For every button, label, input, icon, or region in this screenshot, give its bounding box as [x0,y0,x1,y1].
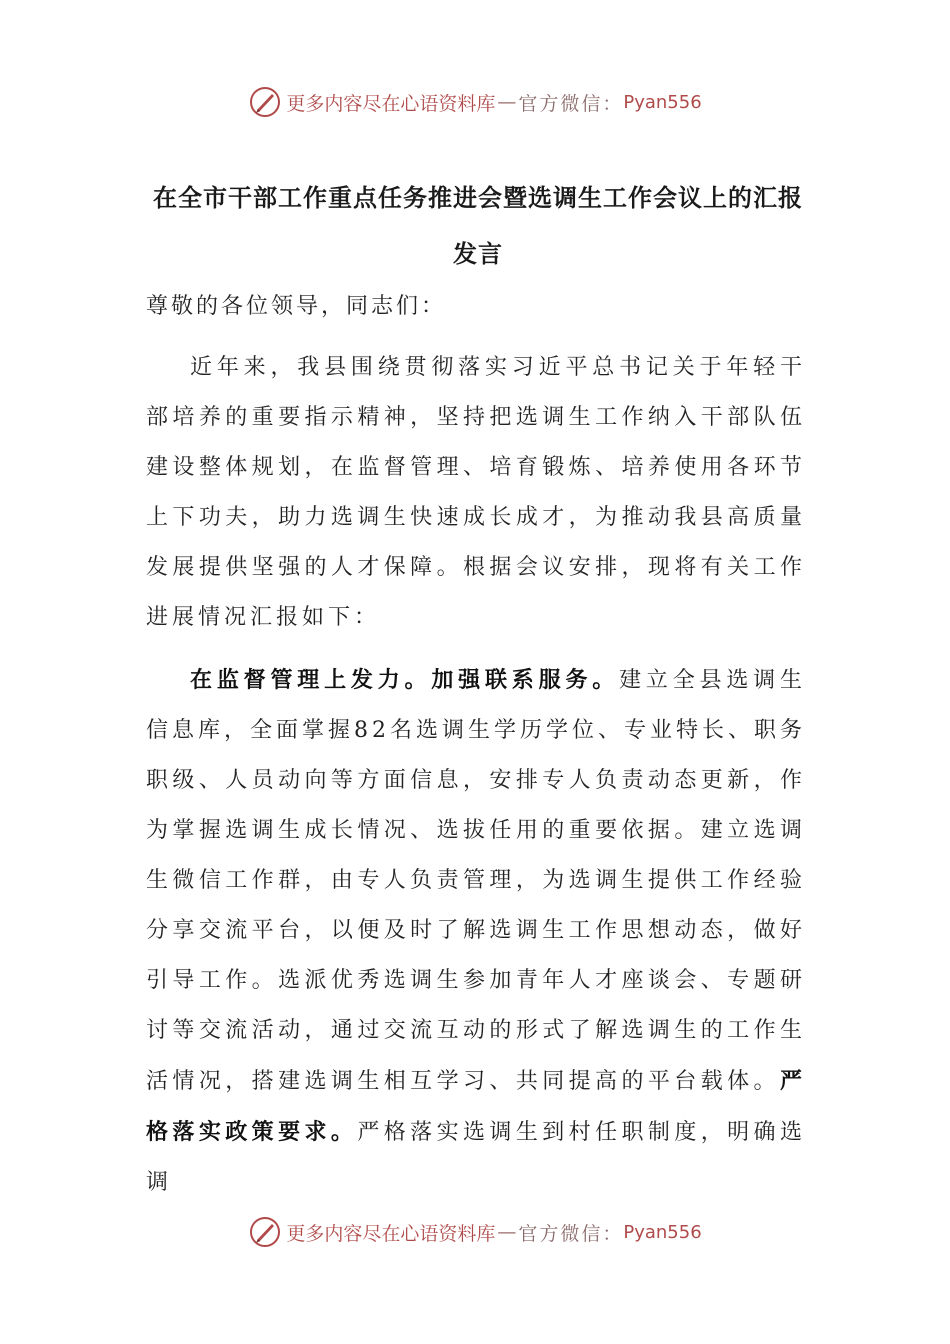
footer-banner [0,1212,950,1252]
banner-label: 官方微信： [518,1222,624,1245]
banner-dash: — [497,91,517,113]
salutation: 尊敬的各位领导，同志们： [146,294,447,319]
section-text-2: 严格落实选调生到村任职制度，明确选调 [146,1120,806,1195]
subsection-heading-2: 严格落实政策要求。 [146,1068,806,1145]
subsection-heading: 加强联系服务。 [431,667,620,693]
banner-brand-text: 更多内容尽在心语资料库 [286,92,496,115]
banner-dash: — [497,1221,517,1243]
section-text: 建立全县选调生信息库，全面掌握82名选调生学历学位、专业特长、职务职级、人员动向等方面信息，安排专人负责动态更新，作为掌握选调生成长情况、选拔任用的重要依据。建立选调生微信工作群，由专人负责管理，为选调生提供工作经验分享交流平台，以便及时了解选调生工作思想动态，做好引导工作。选派优秀选调生参加青年人才座谈会、专题研讨等交流活动，通过交流互动的形式了解选调生的工作生活情况，搭建选调生相互学习、共同提高的平台载体。 [146,668,806,1094]
intro-paragraph: 近年来，我县围绕贯彻落实习近平总书记关于年轻干部培养的重要指示精神，坚持把选调生工作纳入干部队伍建设整体规划，在监督管理、培育锻炼、培养使用各环节上下功夫，助力选调生快速成长成才，为推动我县高质量发展提供坚强的人才保障。根据会议安排，现将有关工作进展情况汇报如下： [146,355,806,630]
banner-brand-text: 更多内容尽在心语资料库 [286,1222,496,1245]
section-heading: 在监督管理上发力。 [190,667,432,693]
quill-logo-icon [248,1215,282,1249]
quill-logo-icon [248,85,282,119]
header-banner [0,82,950,122]
banner-wechat-id: Pyan556 [623,91,702,113]
document-title: 在全市干部工作重点任务推进会暨选调生工作会议上的汇报发言 [153,183,803,268]
section-paragraph [146,655,806,1208]
banner-wechat-id: Pyan556 [623,1221,702,1243]
banner-label: 官方微信： [518,92,624,115]
